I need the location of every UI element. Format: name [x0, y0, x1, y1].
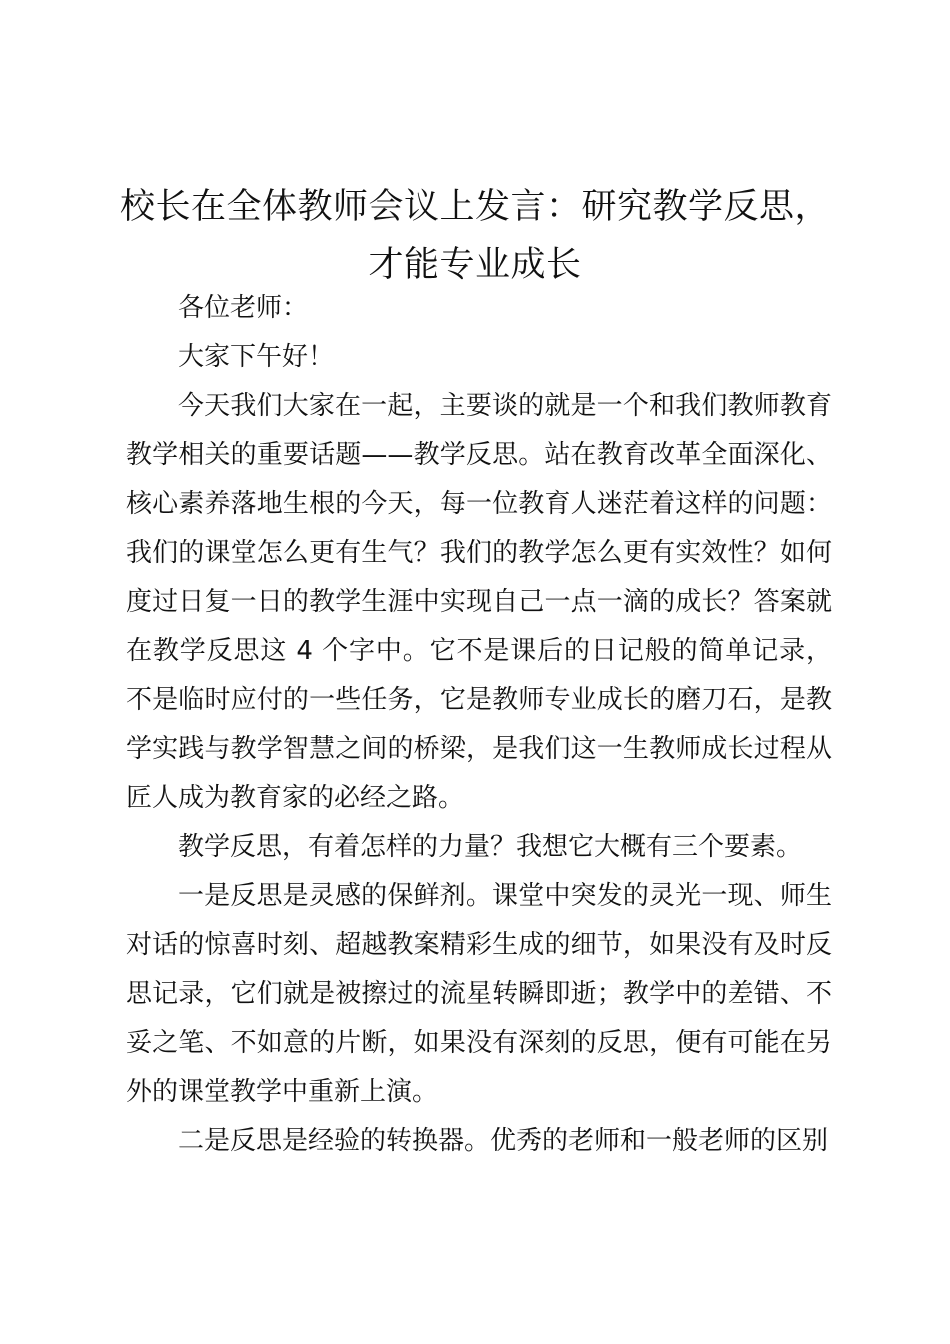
title-line-2: 才能专业成长	[368, 245, 582, 285]
paragraph-point-two: 二是反思是经验的转换器。优秀的老师和一般老师的区别	[178, 1126, 829, 1156]
document-title	[110, 178, 840, 294]
title-line-1: 校长在全体教师会议上发言：研究教学反思，	[119, 187, 830, 227]
paragraph-greeting: 大家下午好！	[178, 342, 335, 372]
paragraph-intro: 今天我们大家在一起，主要谈的就是一个和我们教师教育教学相关的重要话题——教学反思。站在教育改革全面深化、核心素养落地生根的今天，每一位教育人迷茫着这样的问题：我们的课堂怎么更有生气？我们的教学怎么更有实效性？如何度过日复一日的教学生涯中实现自己一点一滴的成长？答案就在教学反思这 4 个字中。它不是课后的日记般的简单记录，不是临时应付的一些任务，它是教师专业成长的磨刀石，是教学实践与教学智慧之间的桥梁，是我们这一生教师成长过程从匠人成为教育家的必经之路。	[126, 391, 832, 813]
document-body	[126, 284, 832, 1166]
paragraph-question: 教学反思，有着怎样的力量？我想它大概有三个要素。	[178, 832, 803, 862]
paragraph-point-one: 一是反思是灵感的保鲜剂。课堂中突发的灵光一现、师生对话的惊喜时刻、超越教案精彩生成的细节，如果没有及时反思记录，它们就是被擦过的流星转瞬即逝；教学中的差错、不妥之笔、不如意的片断，如果没有深刻的反思，便有可能在另外的课堂教学中重新上演。	[126, 881, 832, 1107]
paragraph-salutation: 各位老师：	[178, 293, 309, 323]
